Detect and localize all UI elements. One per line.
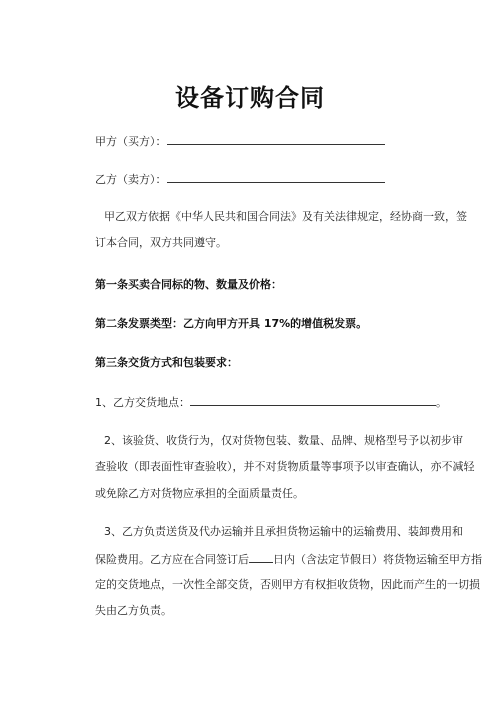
delivery-location-blank[interactable] [190,395,436,406]
clause-2-line-1: 2、该验货、收货行为，仅对货物包装、数量、品牌、规格型号予以初步审 [104,434,463,447]
clause-3-line-2-start: 保险费用。乙方应在合同签订后 [95,553,249,566]
clause-1-label: 1、乙方交货地点： [95,396,190,409]
clause-3-line-2 [95,552,482,567]
article-2-heading: 第二条发票类型：乙方向甲方开具 17%的增值税发票。 [95,317,368,330]
party-a-line [95,134,435,149]
party-b-line [95,172,435,187]
party-a-label: 甲方（买方）： [95,135,167,148]
article-3-heading: 第三条交货方式和包装要求： [95,356,238,369]
clause-3-line-1: 3、乙方负责送货及代办运输并且承担货物运输中的运输费用、装卸费用和 [104,525,463,538]
intro-line-1: 甲乙双方依据《中华人民共和国合同法》及有关法律规定，经协商一致，签 [104,210,467,223]
clause-3-line-2-end: 日内（含法定节假日）将货物运输至甲方指 [273,553,482,566]
clause-2-line-2: 查验收（即表面性审查验收），并不对货物质量等事项予以审查确认，亦不减轻 [95,460,475,473]
party-a-blank[interactable] [167,134,385,145]
party-b-label: 乙方（卖方）： [95,173,167,186]
document-title: 设备订购合同 [175,84,325,112]
clause-2-line-3: 或免除乙方对货物应承担的全面质量责任。 [95,487,304,500]
clause-3-line-3: 定的交货地点，一次性全部交货，否则甲方有权拒收货物，因此而产生的一切损 [95,578,480,591]
party-b-blank[interactable] [167,172,385,183]
article-1-heading: 第一条买卖合同标的物、数量及价格： [95,278,282,291]
clause-1-suffix: 。 [436,396,447,409]
clause-3-line-4: 失由乙方负责。 [95,604,172,617]
delivery-days-blank[interactable] [249,552,273,563]
intro-line-2: 订本合同，双方共同遵守。 [95,236,227,249]
clause-1-line [95,395,447,410]
